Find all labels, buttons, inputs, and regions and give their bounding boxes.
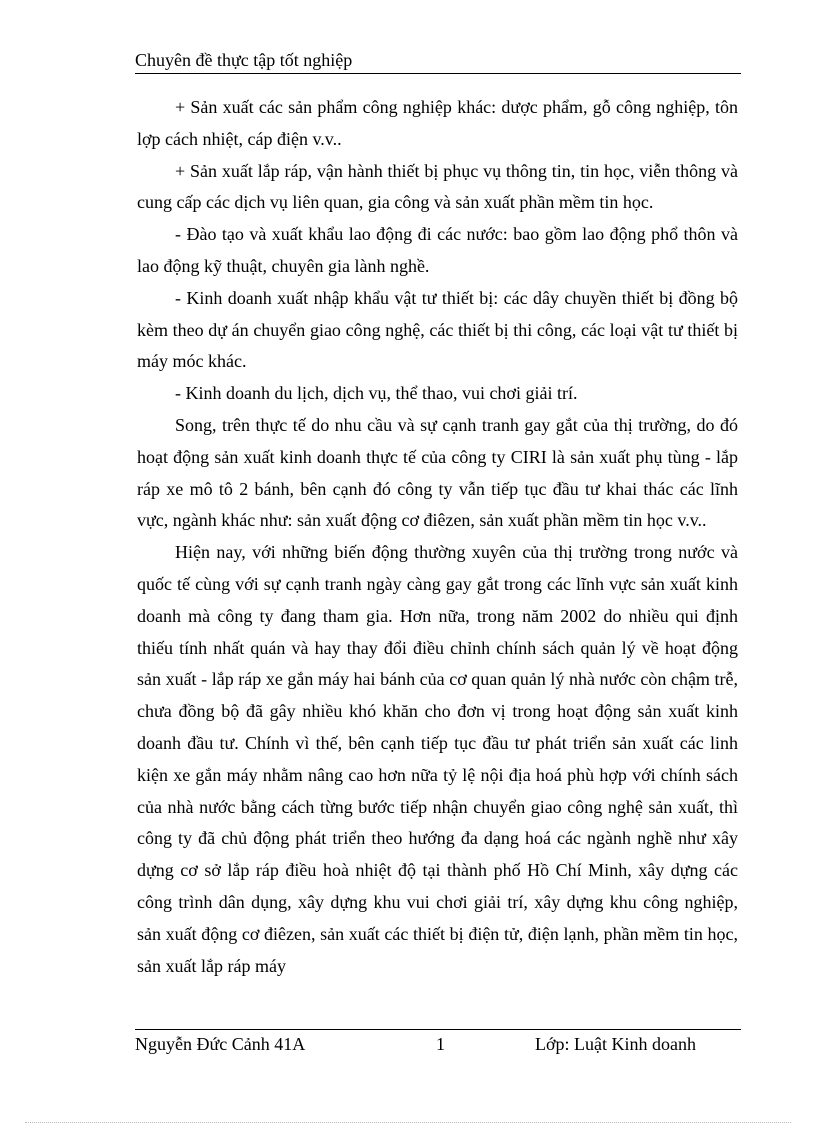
footer-divider bbox=[135, 1029, 741, 1030]
paragraph-6: Song, trên thực tế do nhu cầu và sự cạnh tranh gay gắt của thị trường, do đó hoạt động sản xuất kinh doanh thực tế của công ty CIRI là sản xuất phụ tùng - lắp ráp xe mô tô 2 bánh, bên cạnh đó công ty vẫn tiếp tục đầu tư khai thác các lĩnh vực, ngành khác như: sản xuất động cơ điêzen, sản xuất phần mềm tin học v.v.. bbox=[137, 414, 738, 531]
paragraph-2: + Sản xuất lắp ráp, vận hành thiết bị phục vụ thông tin, tin học, viễn thông và cung cấp các dịch vụ liên quan, gia công và sản xuất phần mềm tin học. bbox=[137, 160, 738, 213]
paragraph-4: - Kinh doanh xuất nhập khẩu vật tư thiết bị: các dây chuyền thiết bị đồng bộ kèm theo dự án chuyển giao công nghệ, các thiết bị thi công, các loại vật tư thiết bị máy móc khác. bbox=[137, 287, 738, 372]
footer-class: Lớp: Luật Kinh doanh bbox=[535, 1034, 696, 1054]
page-header bbox=[135, 48, 741, 74]
page-number: 1 bbox=[436, 1034, 445, 1054]
paragraph-7: Hiện nay, với những biến động thường xuyên của thị trường trong nước và quốc tế cùng với sự cạnh tranh ngày càng gay gắt trong các lĩnh vực sản xuất kinh doanh mà công ty đang tham gia. Hơn nữa, trong năm 2002 do nhiều qui định thiếu tính nhất quán và hay thay đổi điều chỉnh chính sách quản lý về hoạt động sản xuất - lắp ráp xe gắn máy hai bánh của cơ quan quản lý nhà nước còn chậm trễ, chưa đồng bộ đã gây nhiều khó khăn cho đơn vị trong hoạt động sản xuất kinh doanh đầu tư. Chính vì thế, bên cạnh tiếp tục đầu tư phát triển sản xuất các linh kiện xe gắn máy nhằm nâng cao hơn nữa tỷ lệ nội địa hoá phù hợp với chính sách của nhà nước bằng cách từng bước tiếp nhận chuyển giao công nghệ sản xuất, thì công ty đã chủ động phát triển theo hướng đa dạng hoá các ngành nghề như xây dựng cơ sở lắp ráp điều hoà nhiệt độ tại thành phố Hồ Chí Minh, xây dựng các công trình dân dụng, xây dựng khu vui chơi giải trí, xây dựng khu công nghiệp, sản xuất động cơ điêzen, sản xuất các thiết bị điện tử, điện lạnh, phần mềm tin học, sản xuất lắp ráp máy bbox=[137, 542, 738, 976]
paragraph-1: + Sản xuất các sản phẩm công nghiệp khác: dược phẩm, gỗ công nghiệp, tôn lợp cách nhiệt, cáp điện v.v.. bbox=[137, 97, 738, 149]
paragraph-3: - Đào tạo và xuất khẩu lao động đi các nước: bao gồm lao động phổ thôn và lao động kỹ thuật, chuyên gia lành nghề. bbox=[137, 224, 738, 276]
header-title: Chuyên đề thực tập tốt nghiệp bbox=[135, 50, 353, 70]
footer-author: Nguyễn Đức Cảnh 41A bbox=[135, 1034, 306, 1054]
paragraph-5: - Kinh doanh du lịch, dịch vụ, thể thao, vui chơi giải trí. bbox=[175, 383, 578, 404]
document-body bbox=[137, 92, 738, 982]
